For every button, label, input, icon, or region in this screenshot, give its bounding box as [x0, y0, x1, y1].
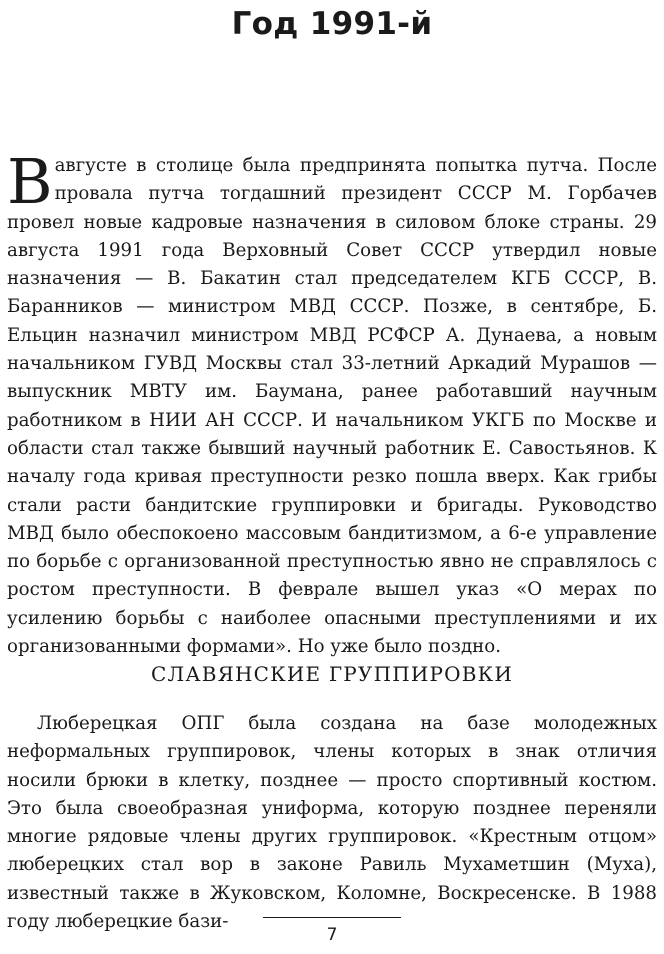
paragraph-intro	[7, 145, 657, 661]
footer-divider	[263, 917, 401, 918]
paragraph-intro-text: августе в столице была предпринята попытка путча. После провала путча тогдашний президент СССР М. Горбачев провел новые кадровые назначения в силовом блоке страны. 29 августа 1991 года Верховный Совет СССР утвердил новые назначения — В. Бакатин стал председателем КГБ СССР, В. Баранников — министром МВД СССР. Позже, в сентябре, Б. Ельцин назначил министром МВД РСФСР А. Дунаева, а новым начальником ГУВД Москвы стал 33-летний Аркадий Мурашов — выпускник МВТУ им. Баумана, ранее работавший научным работником в НИИ АН СССР. И начальником УКГБ по Москве и области стал также бывший научный работник Е. Савостьянов. К началу года кривая преступности резко пошла вверх. Как грибы стали расти бандитские группировки и бригады. Руководство МВД было обеспокоено массовым бандитизмом, а 6-е управление по борьбе с организованной преступностью явно не справлялось с ростом преступности. В феврале вышел указ «О мерах по усилению борьбы с наиболее опасными преступлениями и их организованными формами». Но уже было поздно.	[7, 155, 657, 658]
chapter-title: Год 1991-й	[231, 6, 433, 42]
paragraph-lyubertsy: Люберецкая ОПГ была создана на базе молодежных неформальных группировок, члены которых в знак отличия носили брюки в клетку, позднее — просто спортивный костюм. Это была своеобразная униформа, которую позднее переняли многие рядовые члены других группировок. «Крестным отцом» люберецких стал вор в законе Равиль Мухаметшин (Муха), известный также в Жуковском, Коломне, Воскресенске. В 1988 году люберецкие бази-	[7, 713, 657, 933]
section-heading: СЛАВЯНСКИЕ ГРУППИРОВКИ	[151, 662, 513, 686]
page-number: 7	[326, 925, 338, 945]
drop-cap: В	[7, 145, 53, 218]
